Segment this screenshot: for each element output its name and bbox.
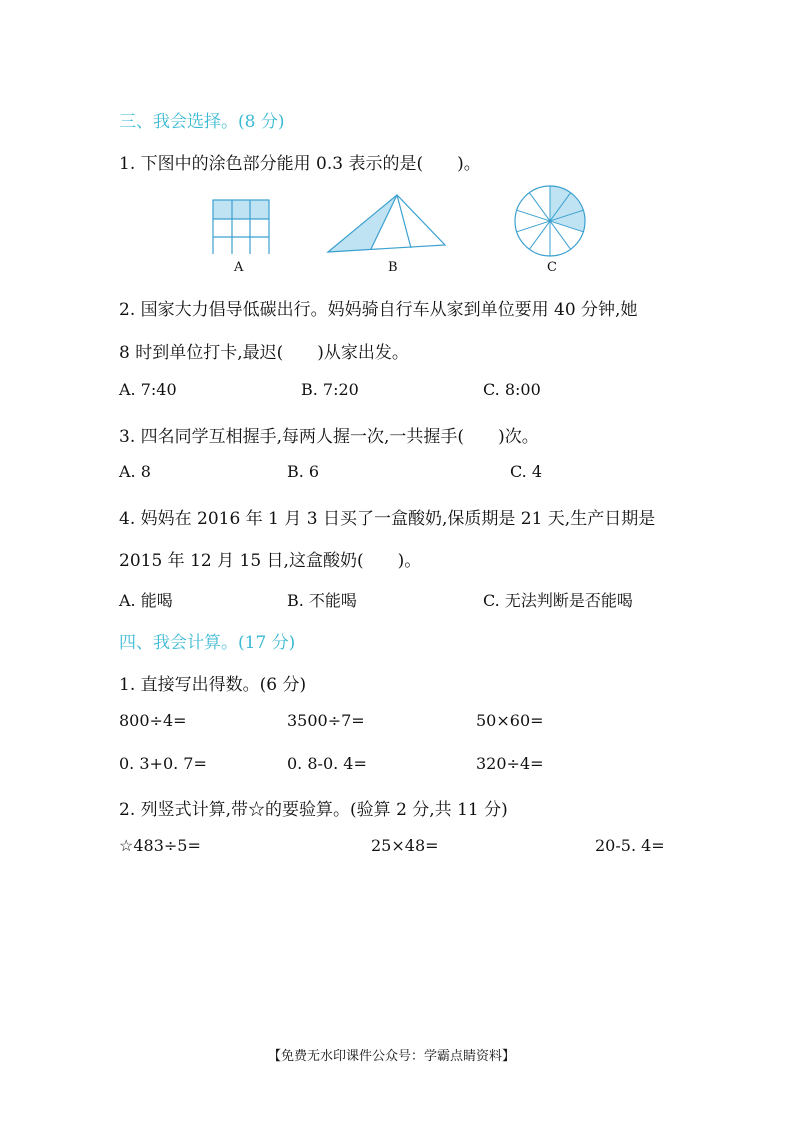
calc-item-4: 0. 3+0. 7=	[119, 754, 207, 773]
calc-item-3: 50×60=	[476, 711, 544, 730]
calc-question-2-text: 2. 列竖式计算,带☆的要验算。(验算 2 分,共 11 分)	[119, 800, 508, 820]
question-4-option-a: A. 能喝	[119, 591, 173, 610]
question-3-option-b: B. 6	[287, 462, 320, 481]
calc-item-1: 800÷4=	[119, 711, 187, 730]
question-4-line-2: 2015 年 12 月 15 日,这盒酸奶( )。	[119, 551, 422, 571]
question-2-line-2: 8 时到单位打卡,最迟( )从家出发。	[119, 343, 409, 363]
figure-c-label: C	[547, 260, 557, 275]
footer-note: 【免费无水印课件公众号：学霸点睛资料】	[268, 1049, 516, 1064]
figure-a-grid	[205, 192, 275, 254]
question-2-option-a: A. 7:40	[119, 380, 177, 399]
question-3-option-c: C. 4	[510, 462, 543, 481]
question-4-line-1: 4. 妈妈在 2016 年 1 月 3 日买了一盒酸奶,保质期是 21 天,生产日期是	[119, 509, 656, 529]
question-2-option-c: C. 8:00	[483, 380, 541, 399]
calc-item-5: 0. 8-0. 4=	[287, 754, 367, 773]
figure-b-label: B	[388, 260, 398, 275]
section-3-title: 三、我会选择。(8 分)	[119, 112, 285, 132]
question-4-option-b: B. 不能喝	[287, 591, 357, 610]
figure-b-triangle	[325, 190, 450, 255]
vertical-calc-item-1: ☆483÷5=	[119, 836, 201, 855]
vertical-calc-item-2: 25×48=	[371, 836, 439, 855]
figure-c-circle	[512, 183, 588, 259]
calc-item-6: 320÷4=	[476, 754, 544, 773]
figure-a-label: A	[234, 260, 244, 275]
question-4-option-c: C. 无法判断是否能喝	[483, 591, 633, 610]
section-4-title: 四、我会计算。(17 分)	[119, 633, 296, 653]
vertical-calc-item-3: 20-5. 4=	[595, 836, 665, 855]
question-2-option-b: B. 7:20	[301, 380, 359, 399]
question-1-text: 1. 下图中的涂色部分能用 0.3 表示的是( )。	[119, 154, 481, 174]
question-3-text: 3. 四名同学互相握手,每两人握一次,一共握手( )次。	[119, 427, 539, 447]
calc-question-1-text: 1. 直接写出得数。(6 分)	[119, 675, 307, 695]
question-3-option-a: A. 8	[119, 462, 151, 481]
calc-item-2: 3500÷7=	[287, 711, 365, 730]
question-2-line-1: 2. 国家大力倡导低碳出行。妈妈骑自行车从家到单位要用 40 分钟,她	[119, 300, 638, 320]
